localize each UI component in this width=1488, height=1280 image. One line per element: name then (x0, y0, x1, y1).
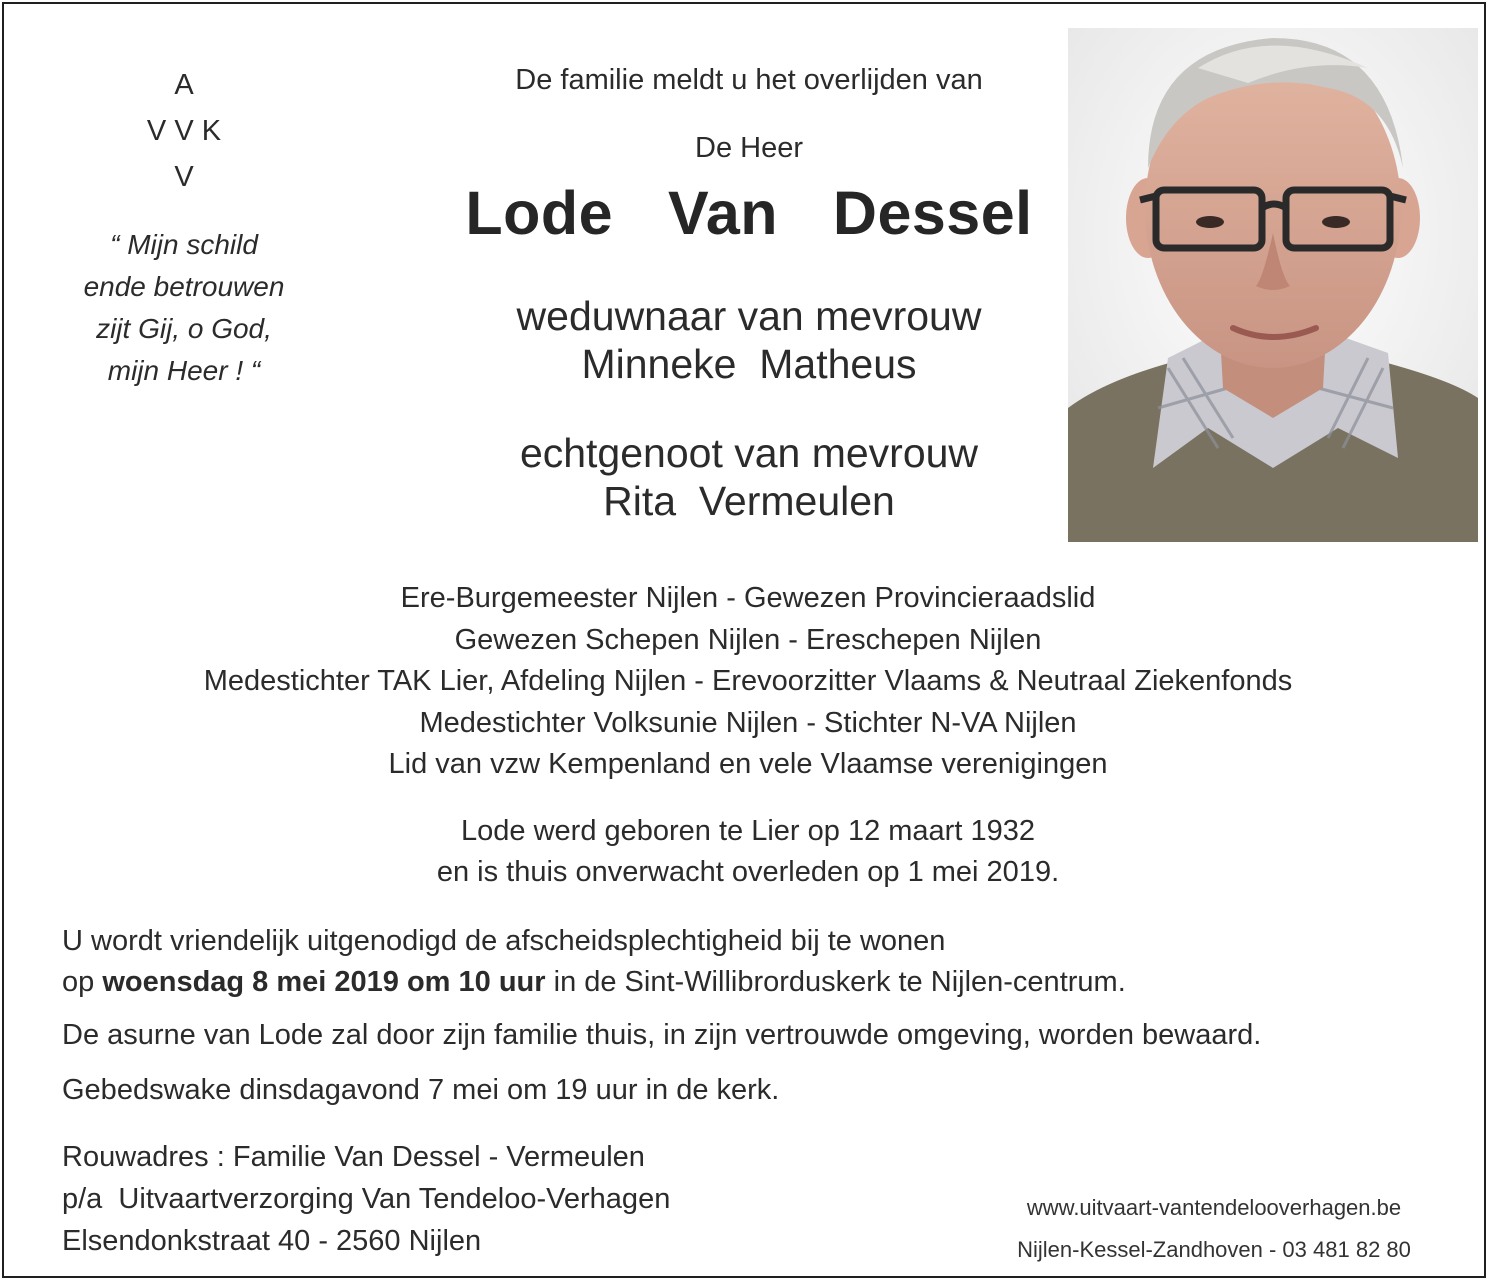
widower-label: weduwnaar van mevrouw (516, 293, 982, 339)
death-notice-card (2, 2, 1486, 1278)
mourning-address (62, 1136, 862, 1262)
spouse-name: Rita Vermeulen (603, 478, 895, 524)
title-line-2: Gewezen Schepen Nijlen - Ereschepen Nijlen (454, 623, 1042, 656)
honorific-title: De Heer (695, 132, 803, 164)
motto-line-3: zijt Gij, o God, (96, 313, 272, 344)
motto-line-2: ende betrouwen (83, 271, 285, 302)
widower-block (424, 292, 1074, 388)
honorary-titles (4, 578, 1488, 786)
avvkv-cross (104, 62, 264, 200)
portrait-illustration (1068, 28, 1478, 542)
address-line-1: Rouwadres : Familie Van Dessel - Vermeulen (62, 1141, 645, 1173)
cross-line-3: V (174, 161, 194, 193)
ceremony-date: woensdag 8 mei 2019 om 10 uur (102, 966, 546, 998)
cross-line-1: A (174, 69, 194, 101)
address-line-2: p/a Uitvaartverzorging Van Tendeloo-Verhagen (62, 1183, 671, 1215)
death-line: en is thuis onverwacht overleden op 1 mei 2019. (436, 856, 1060, 888)
spouse-label: echtgenoot van mevrouw (519, 430, 979, 476)
birth-line: Lode werd geboren te Lier op 12 maart 1932 (461, 815, 1035, 847)
title-line-5: Lid van vzw Kempenland en vele Vlaamse verenigingen (388, 748, 1108, 780)
funeral-home-footer (964, 1187, 1464, 1271)
ceremony-location: in de Sint-Willibrorduskerk te Nijlen-centrum. (545, 966, 1126, 998)
life-dates (4, 811, 1488, 893)
title-line-1: Ere-Burgemeester Nijlen - Gewezen Provincieraadslid (400, 582, 1096, 614)
motto-quote (44, 224, 324, 392)
spouse-block (424, 429, 1074, 525)
widower-name: Minneke Matheus (581, 341, 917, 387)
motto-line-4: mijn Heer ! “ (107, 355, 261, 386)
motto-line-1: “ Mijn schild (110, 229, 258, 260)
funeral-home-website[interactable]: www.uitvaart-vantendelooverhagen.be (1026, 1195, 1402, 1220)
funeral-home-contact: Nijlen-Kessel-Zandhoven - 03 481 82 80 (1017, 1237, 1411, 1262)
urn-notice: De asurne van Lode zal door zijn familie thuis, in zijn vertrouwde omgeving, worden bewaard. (62, 1019, 1262, 1051)
announcement-intro: De familie meldt u het overlijden van (515, 64, 983, 96)
portrait-photo (1068, 28, 1478, 542)
cross-line-2: V V K (146, 115, 222, 147)
deceased-name: Lode Van Dessel (465, 179, 1033, 247)
ceremony-prefix: op (62, 966, 103, 998)
title-line-4: Medestichter Volksunie Nijlen - Stichter N-VA Nijlen (419, 706, 1077, 739)
vigil-notice: Gebedswake dinsdagavond 7 mei om 19 uur in de kerk. (62, 1074, 780, 1106)
ceremony-invitation (62, 921, 1462, 1003)
ceremony-line-1: U wordt vriendelijk uitgenodigd de afscheidsplechtigheid bij te wonen (62, 925, 946, 957)
ceremony-line-2 (62, 962, 1462, 1003)
address-line-3: Elsendonkstraat 40 - 2560 Nijlen (62, 1225, 482, 1257)
title-line-3: Medestichter TAK Lier, Afdeling Nijlen - Erevoorzitter Vlaams & Neutraal Ziekenfonds (203, 665, 1293, 697)
